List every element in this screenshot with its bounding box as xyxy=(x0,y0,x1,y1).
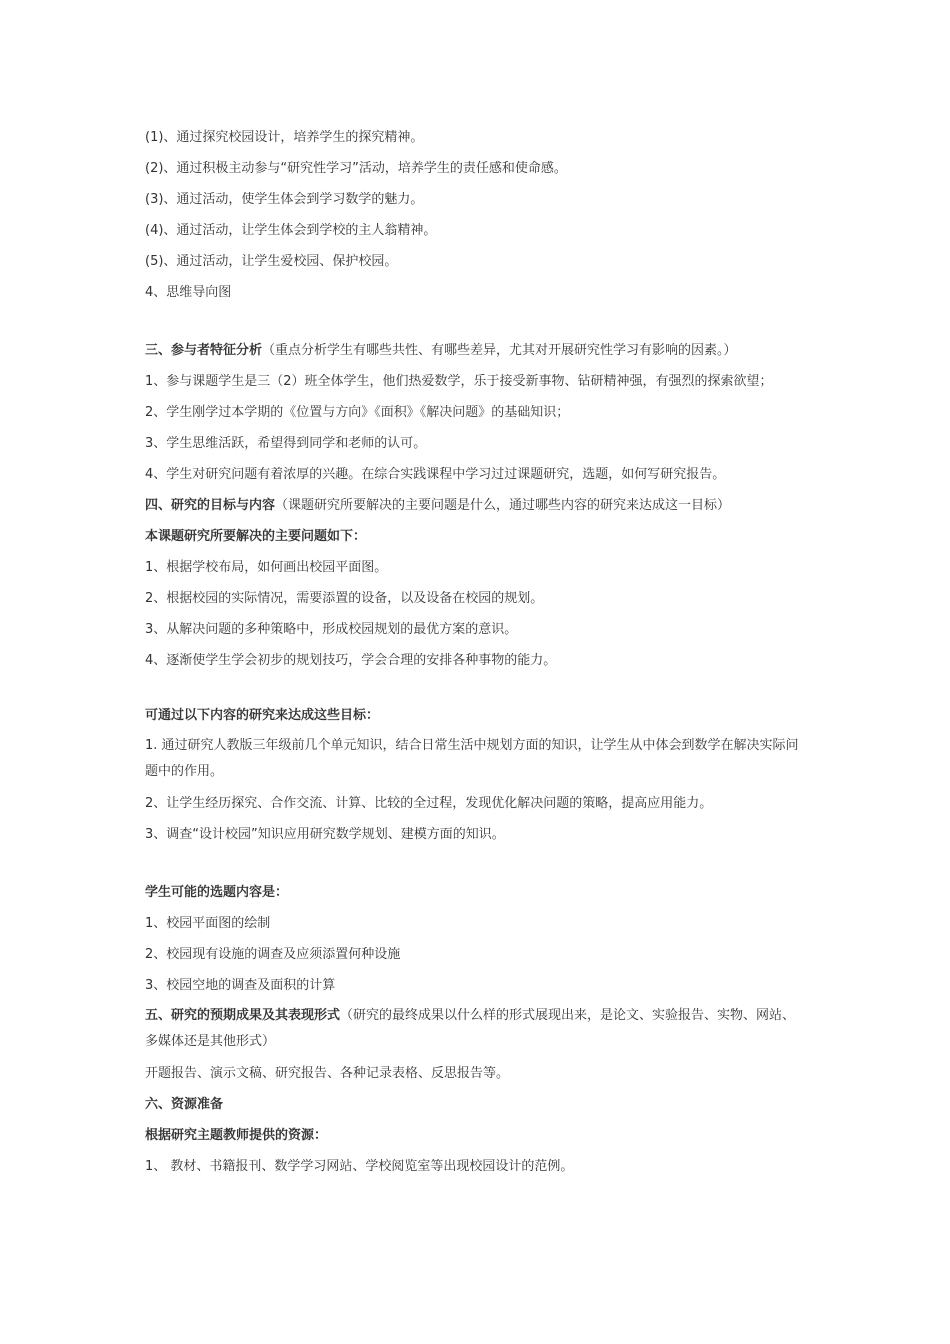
participant-item: 1、参与课题学生是三（2）班全体学生，他们热爱数学，乐于接受新事物、钻研精神强，有强烈的探索欲望； xyxy=(145,374,773,389)
goal-item-2: (2)、通过积极主动参与“研究性学习”活动，培养学生的责任感和使命感。 xyxy=(145,161,567,176)
goal-item-1: (1)、通过探究校园设计，培养学生的探究精神。 xyxy=(145,130,424,145)
spacer xyxy=(145,308,805,335)
spacer xyxy=(145,676,805,700)
problem-item: 2、根据校园的实际情况，需要添置的设备，以及设备在校园的规划。 xyxy=(145,591,544,606)
section-4-note: （课题研究所要解决的主要问题是什么，通过哪些内容的研究来达成这一目标） xyxy=(275,498,731,513)
topic-item: 2、校园现有设施的调查及应须添置何种设施 xyxy=(145,947,401,962)
section-6-heading: 六、资源准备 xyxy=(145,1097,224,1112)
resource-item: 1、 教材、书籍报刊、数学学习网站、学校阅览室等出现校园设计的范例。 xyxy=(145,1159,574,1174)
section-3-title xyxy=(145,335,805,366)
topic-item: 3、校园空地的调查及面积的计算 xyxy=(145,978,336,993)
goal-item-5: (5)、通过活动，让学生爱校园、保护校园。 xyxy=(145,254,398,269)
mind-map-heading: 4、思维导向图 xyxy=(145,285,232,300)
goal-item-4: (4)、通过活动，让学生体会到学校的主人翁精神。 xyxy=(145,223,437,238)
content-item: 1. 通过研究人教版三年级前几个单元知识，结合日常生活中规划方面的知识，让学生从中体会到数学在解决实际问题中的作用。 xyxy=(145,738,799,779)
section-4-title xyxy=(145,490,805,521)
section-5-note: （研究的最终成果以什么样的形式展现出来，是论文、实验报告、实物、网站、多媒体还是其他形式） xyxy=(145,1008,796,1049)
section-3-note: （重点分析学生有哪些共性、有哪些差异，尤其对开展研究性学习有影响的因素。） xyxy=(262,343,737,358)
problem-item: 3、从解决问题的多种策略中，形成校园规划的最优方案的意识。 xyxy=(145,622,518,637)
participant-item: 3、学生思维活跃，希望得到同学和老师的认可。 xyxy=(145,436,427,451)
problem-item: 4、逐渐使学生学会初步的规划技巧，学会合理的安排各种事物的能力。 xyxy=(145,653,557,668)
resources-subheading: 根据研究主题教师提供的资源： xyxy=(145,1128,328,1143)
spacer xyxy=(145,850,805,877)
problems-subheading: 本课题研究所要解决的主要问题如下： xyxy=(145,529,367,544)
topic-item: 1、校园平面图的绘制 xyxy=(145,916,271,931)
section-5-title xyxy=(145,1003,805,1055)
goal-item-3: (3)、通过活动，使学生体会到学习数学的魅力。 xyxy=(145,192,424,207)
section-3-heading: 三、参与者特征分析 xyxy=(145,343,263,358)
section-5-heading: 五、研究的预期成果及其表现形式 xyxy=(145,1008,341,1023)
outcomes-text: 开题报告、演示文稿、研究报告、各种记录表格、反思报告等。 xyxy=(145,1066,510,1081)
content-item: 2、让学生经历探究、合作交流、计算、比较的全过程，发现优化解决问题的策略，提高应用能力。 xyxy=(145,796,713,811)
participant-item: 2、学生刚学过本学期的《位置与方向》《面积》《解决问题》的基础知识； xyxy=(145,405,570,420)
problem-item: 1、根据学校布局，如何画出校园平面图。 xyxy=(145,560,388,575)
content-subheading: 可通过以下内容的研究来达成这些目标： xyxy=(145,708,380,723)
topics-subheading: 学生可能的选题内容是： xyxy=(145,885,289,900)
document-page xyxy=(145,122,805,1182)
participant-item: 4、学生对研究问题有着浓厚的兴趣。在综合实践课程中学习过过课题研究，选题，如何写研究报告。 xyxy=(145,467,726,482)
content-item: 3、调查“设计校园”知识应用研究数学规划、建模方面的知识。 xyxy=(145,827,505,842)
section-4-heading: 四、研究的目标与内容 xyxy=(145,498,276,513)
